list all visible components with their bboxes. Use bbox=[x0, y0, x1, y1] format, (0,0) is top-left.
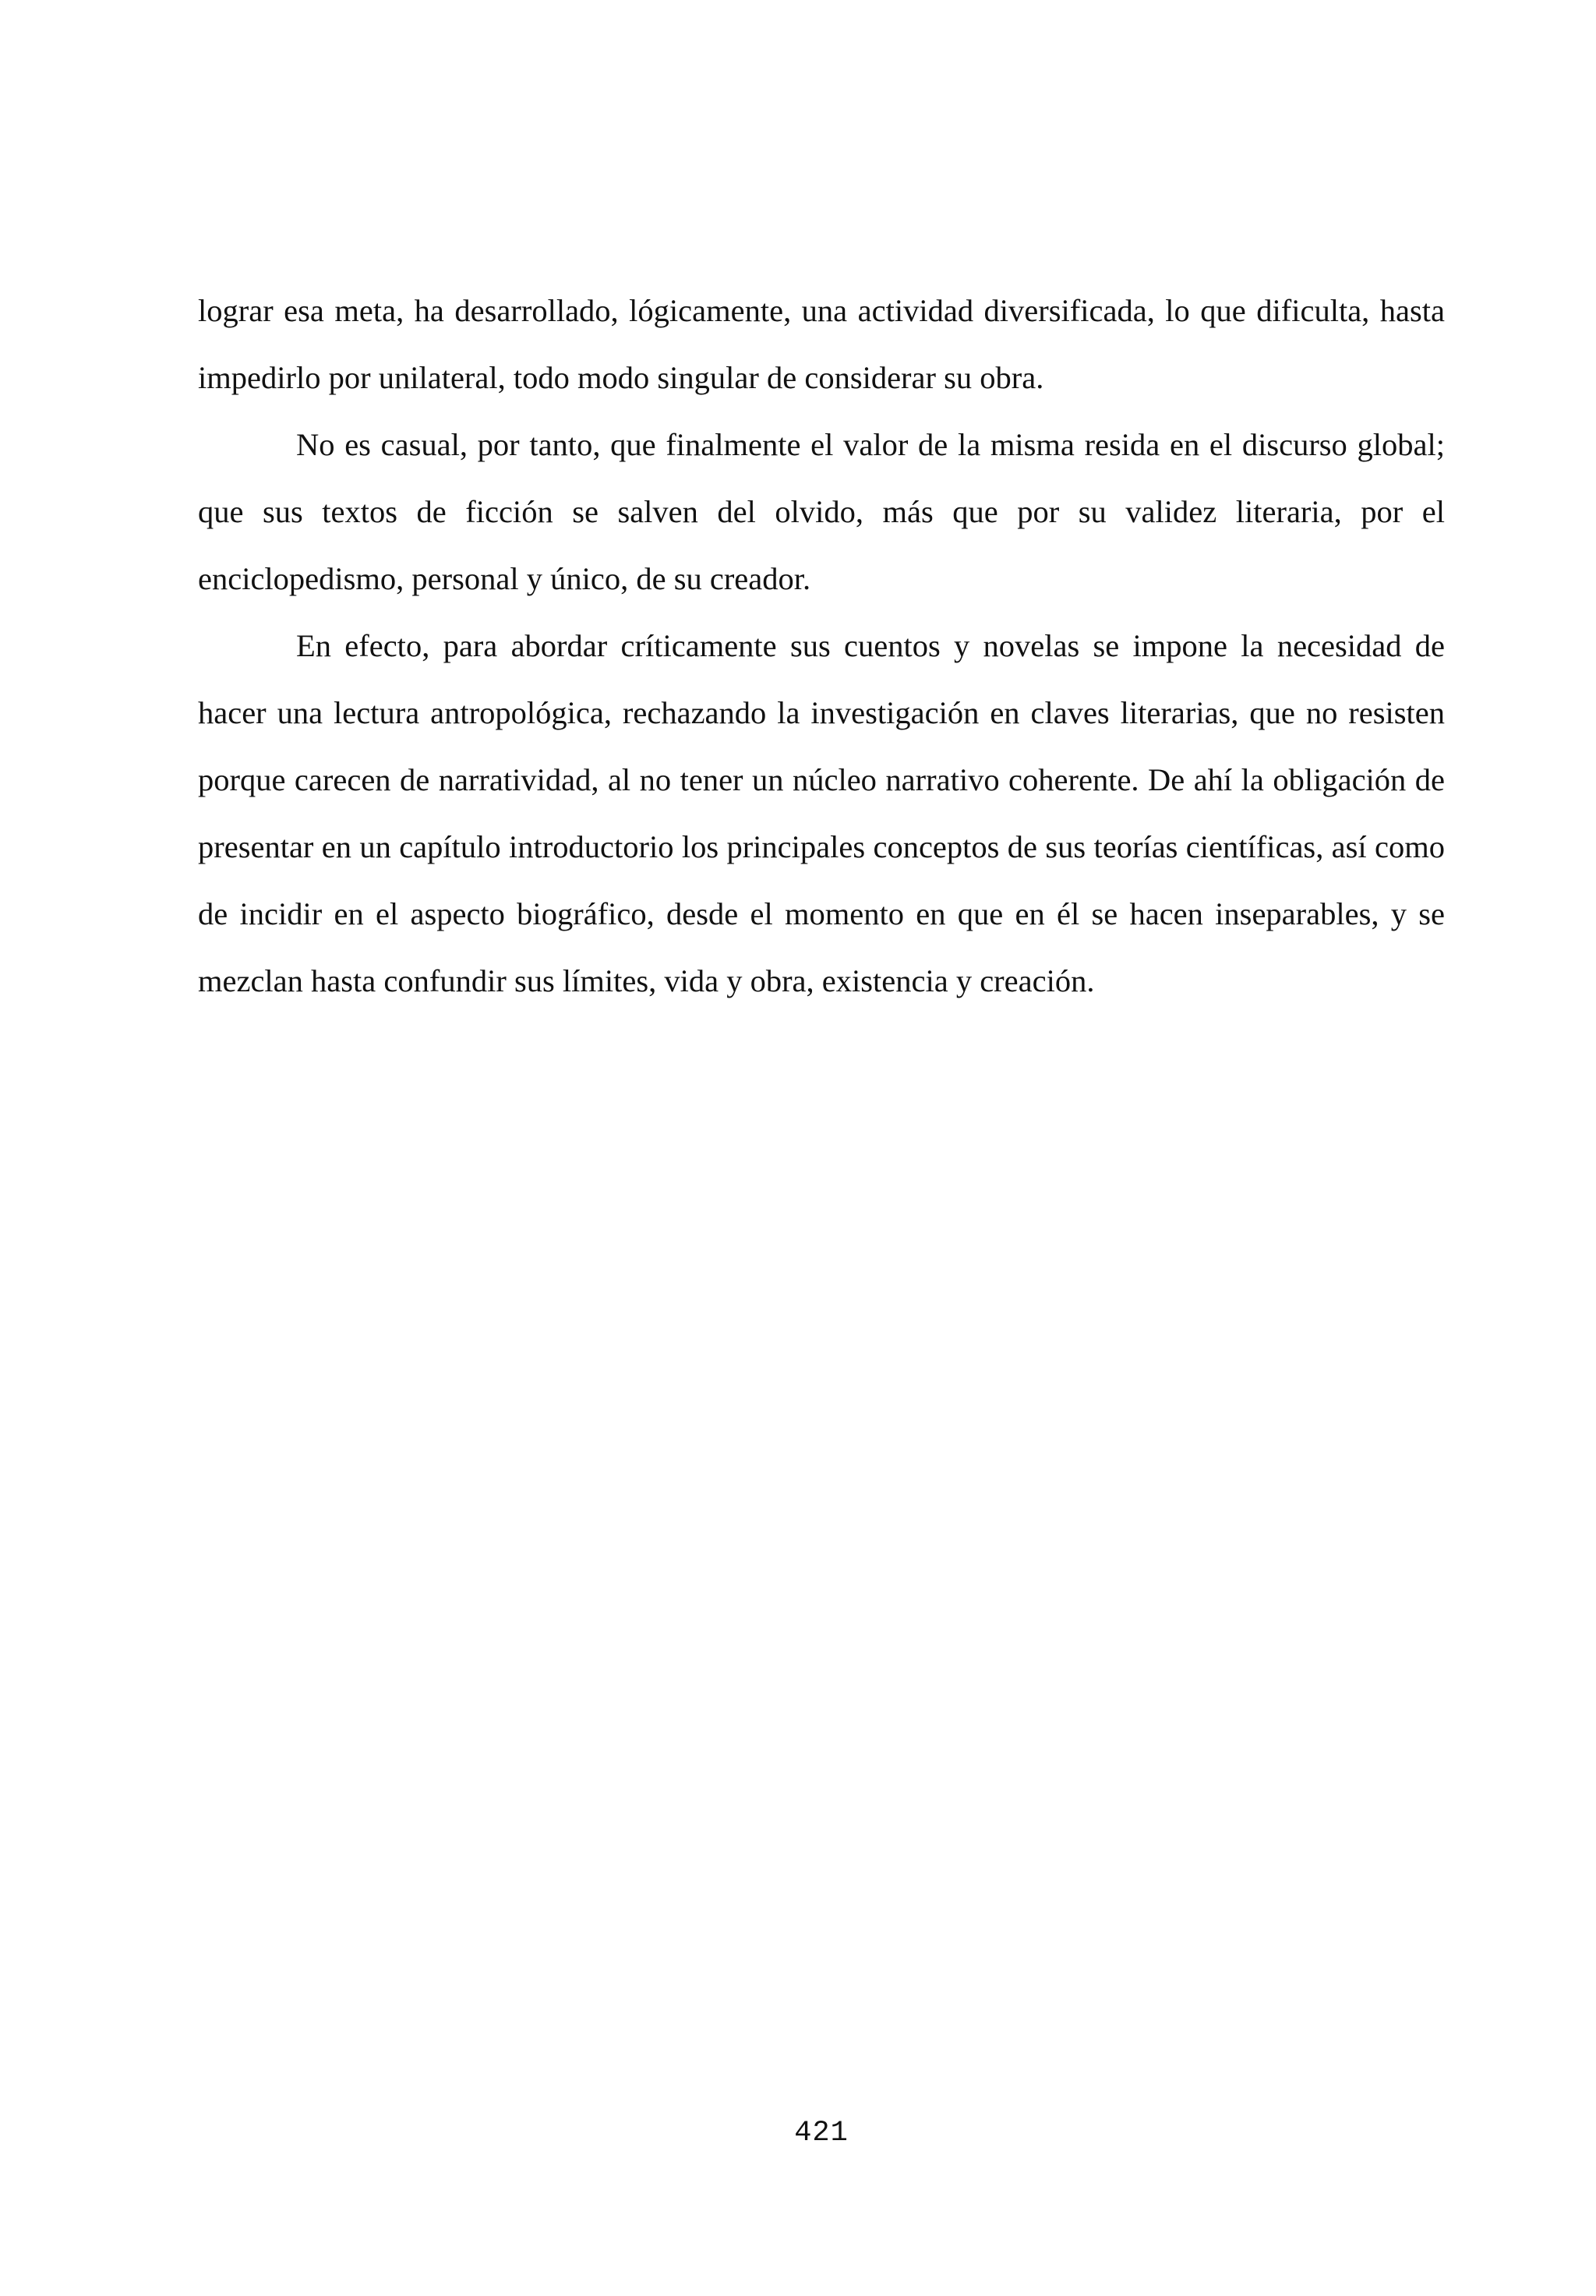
paragraph-3: En efecto, para abordar críticamente sus cuentos y novelas se impone la necesidad de hacer una lectura antropológica, rechazando la investigación en claves literarias, que no resisten porque carecen de narratividad, al no tener un núcleo narrativo coherente. De ahí la obligación de presentar en un capítulo introductorio los principales conceptos de sus teorías científicas, así como de incidir en el aspecto biográfico, desde el momento en que en él se hacen inseparables, y se mezclan hasta confundir sus límites, vida y obra, existencia y creación. bbox=[198, 628, 1445, 998]
paragraph-2: No es casual, por tanto, que finalmente el valor de la misma resida en el discurso global; que sus textos de ficción se salven del olvido, más que por su validez literaria, por el enciclopedismo, personal y único, de su creador. bbox=[198, 427, 1445, 596]
paragraph-continuation: lograr esa meta, ha desarrollado, lógicamente, una actividad diversificada, lo que dificulta, hasta impedirlo por unilateral, todo modo singular de considerar su obra. bbox=[198, 293, 1445, 395]
page-number: 421 bbox=[794, 2117, 849, 2149]
body-text bbox=[198, 277, 1445, 1015]
